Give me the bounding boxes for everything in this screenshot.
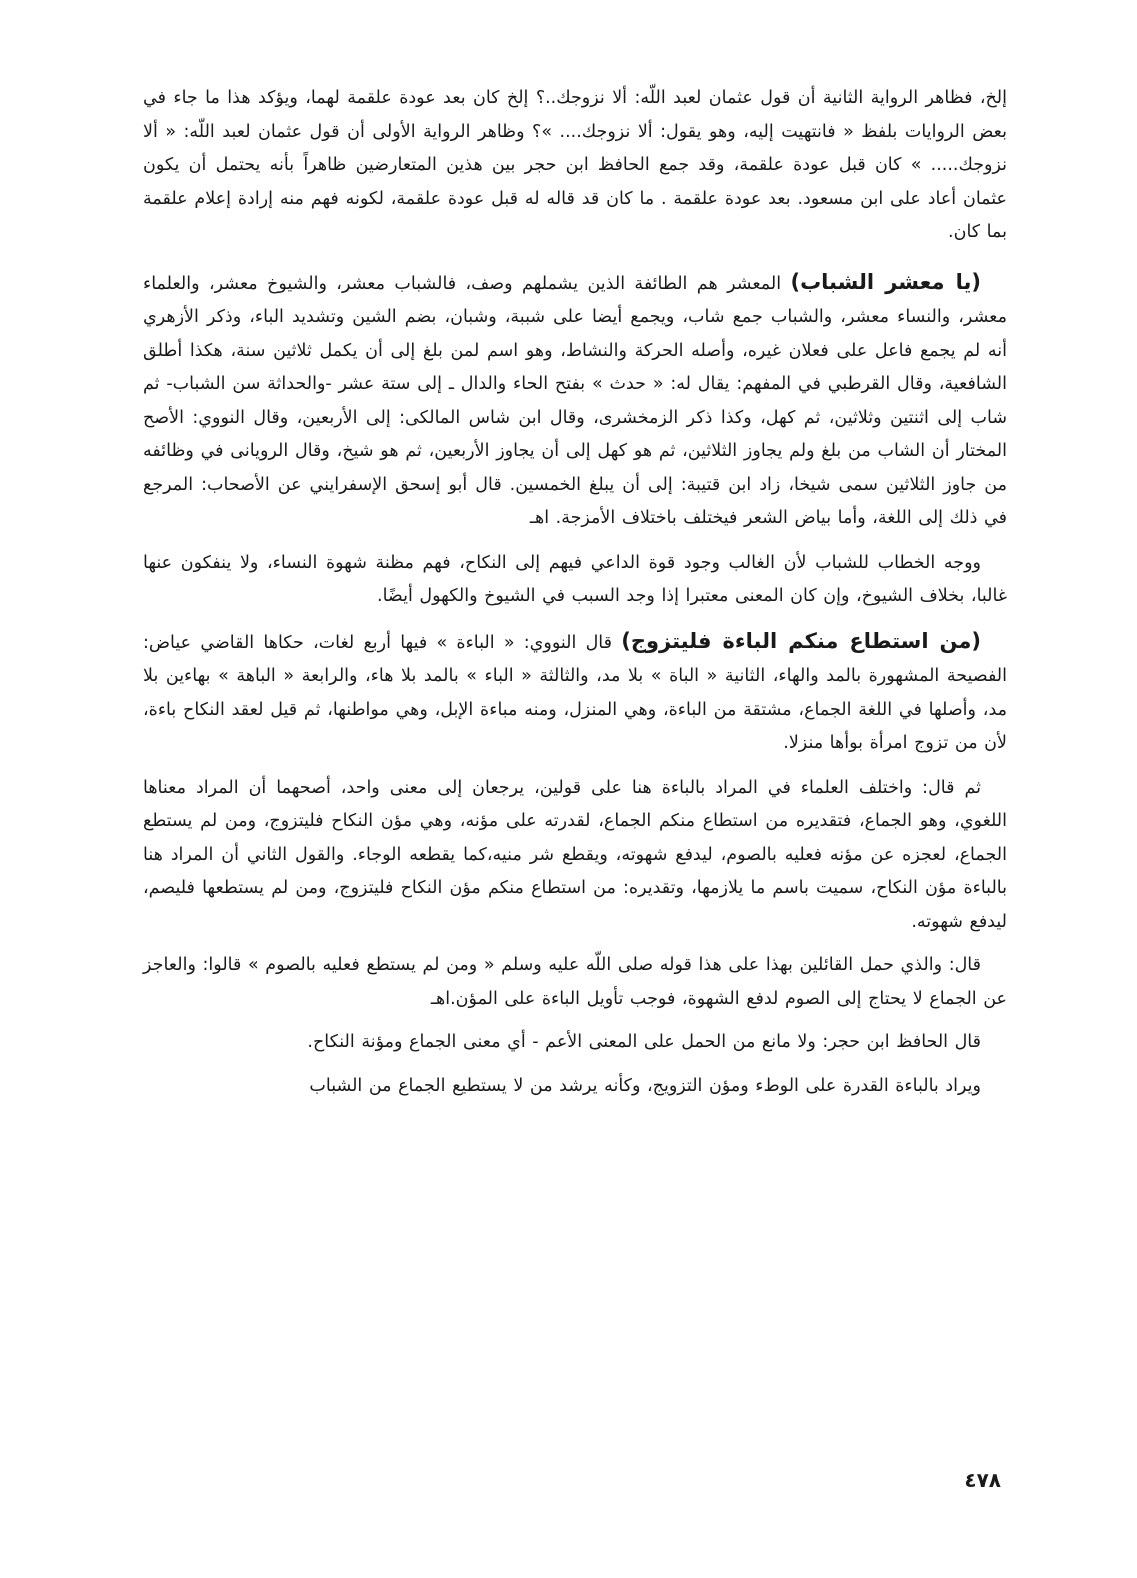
paragraph-text: المعشر هم الطائفة الذين يشملهم وصف، فالشباب معشر، والشيوخ معشر، والعلماء معشر، والنساء معشر، والشباب جمع شاب، ويجمع أيضا على شببة، وشبان، بضم الشين وتشديد الباء، وذكر الأزهري أنه لم يجمع فاعل على فعلان غيره، وأصله الحركة والنشاط، وهو اسم لمن بلغ إلى أن يكمل ثلاثين سنة، هكذا أطلق الشافعية، وقال القرطبي في المفهم: يقال له: « حدث » بفتح الحاء والدال ـ إلى ستة عشر -والحداثة سن الشباب- ثم شاب إلى اثنتين وثلاثين، ثم كهل، وكذا ذكر الزمخشرى، وقال ابن شاس المالكى: إلى الأربعين، وقال النووي: الأصح المختار أن الشاب من بلغ ولم يجاوز الثلاثين، ثم هو كهل إلى أن يجاوز الأربعين، ثم هو شيخ، وقال الرويانى في وظائفه من جاوز الثلاثين سمى شيخا، زاد ابن قتيبة: إلى أن يبلغ الخمسين. قال أبو إسحق الإسفرايني عن الأصحاب: المرجع في ذلك إلى اللغة، وأما بياض الشعر فيختلف باختلاف الأمزجة. اهـ bbox=[143, 273, 1007, 528]
paragraph-text: إلخ، فظاهر الرواية الثانية أن قول عثمان لعبد اللّه: ألا نزوجك..؟ إلخ كان بعد عودة علقمة لهما، ويؤكد هذا ما جاء في بعض الروايات بلفظ « فانتهيت إليه، وهو يقول: ألا نزوجك.... »؟ وظاهر الرواية الأولى أن قول عثمان لعبد اللّه: « ألا نزوجك..... » كان قبل عودة علقمة، وقد جمع الحافظ ابن حجر بين هذين المتعارضين ظاهراً بأنه يحتمل أن يكون عثمان أعاد على ابن مسعود. بعد عودة علقمة . ما كان قد قاله له قبل عودة علقمة، لكونه فهم منه إرادة إعلام علقمة بما كان. bbox=[143, 88, 1007, 242]
paragraph-2 bbox=[143, 266, 1007, 536]
paragraph-1 bbox=[143, 82, 1007, 250]
paragraph-text: قال النووي: « الباءة » فيها أربع لغات، حكاها القاضي عياض: الفصيحة المشهورة بالمد والهاء، الثانية « الباة » بلا مد، والثالثة « الباء » بالمد بلا هاء، والرابعة « الباهة » بهاءين بلا مد، وأصلها في اللغة الجماع، مشتقة من الباءة، وهي المنزل، ومنه مباءة الإبل، وهي مواطنها، ثم قيل لعقد النكاح باءة، لأن من تزوج امرأة بوأها منزلا. bbox=[143, 632, 1007, 753]
paragraph-text: قال الحافظ ابن حجر: ولا مانع من الحمل على المعنى الأعم - أي معنى الجماع ومؤنة النكاح. bbox=[307, 1032, 981, 1052]
paragraph-4 bbox=[143, 625, 1007, 761]
paragraph-8 bbox=[143, 1070, 1007, 1104]
paragraph-3 bbox=[143, 547, 1007, 614]
paragraph-7 bbox=[143, 1026, 1007, 1060]
paragraph-text: ثم قال: واختلف العلماء في المراد بالباءة هنا على قولين، يرجعان إلى معنى واحد، أصحهما أن المراد معناها اللغوي، وهو الجماع، فتقديره من استطاع منكم الجماع، لقدرته على مؤنه، وهي مؤن النكاح فليتزوج، ومن لم يستطع الجماع، لعجزه عن مؤنه فعليه بالصوم، ليدفع شهوته، ويقطع شر منيه،كما يقطعه الوجاء. والقول الثاني أن المراد هنا بالباءة مؤن النكاح، سميت باسم ما يلازمها، وتقديره: من استطاع منكم مؤن النكاح فليتزوج، ومن لم يستطعها فليصم، ليدفع شهوته. bbox=[143, 777, 1007, 932]
paragraph-lead-heading: (يا معشر الشباب) bbox=[790, 269, 981, 294]
paragraph-5 bbox=[143, 772, 1007, 940]
paragraph-text: قال: والذي حمل القائلين بهذا على هذا قوله صلى اللّه عليه وسلم « ومن لم يستطع فعليه بالصوم » قالوا: والعاجز عن الجماع لا يحتاج إلى الصوم لدفع الشهوة، فوجب تأويل الباءة على المؤن.اهـ bbox=[143, 955, 1007, 1009]
page-number: ٤٧٨ bbox=[964, 1468, 1001, 1492]
paragraph-lead-heading: (من استطاع منكم الباءة فليتزوج) bbox=[621, 628, 981, 653]
paragraph-text: ووجه الخطاب للشباب لأن الغالب وجود قوة الداعي فيهم إلى النكاح، فهم مظنة شهوة النساء، ولا ينفكون عنها غالبا، بخلاف الشيوخ، وإن كان المعنى معتبرا إذا وجد السبب في الشيوخ والكهول أيضًا. bbox=[143, 552, 1007, 606]
paragraph-text: ويراد بالباءة القدرة على الوطء ومؤن التزويج، وكأنه يرشد من لا يستطيع الجماع من الشباب bbox=[309, 1075, 981, 1096]
paragraph-6 bbox=[143, 949, 1007, 1016]
page-body bbox=[143, 82, 1007, 1103]
